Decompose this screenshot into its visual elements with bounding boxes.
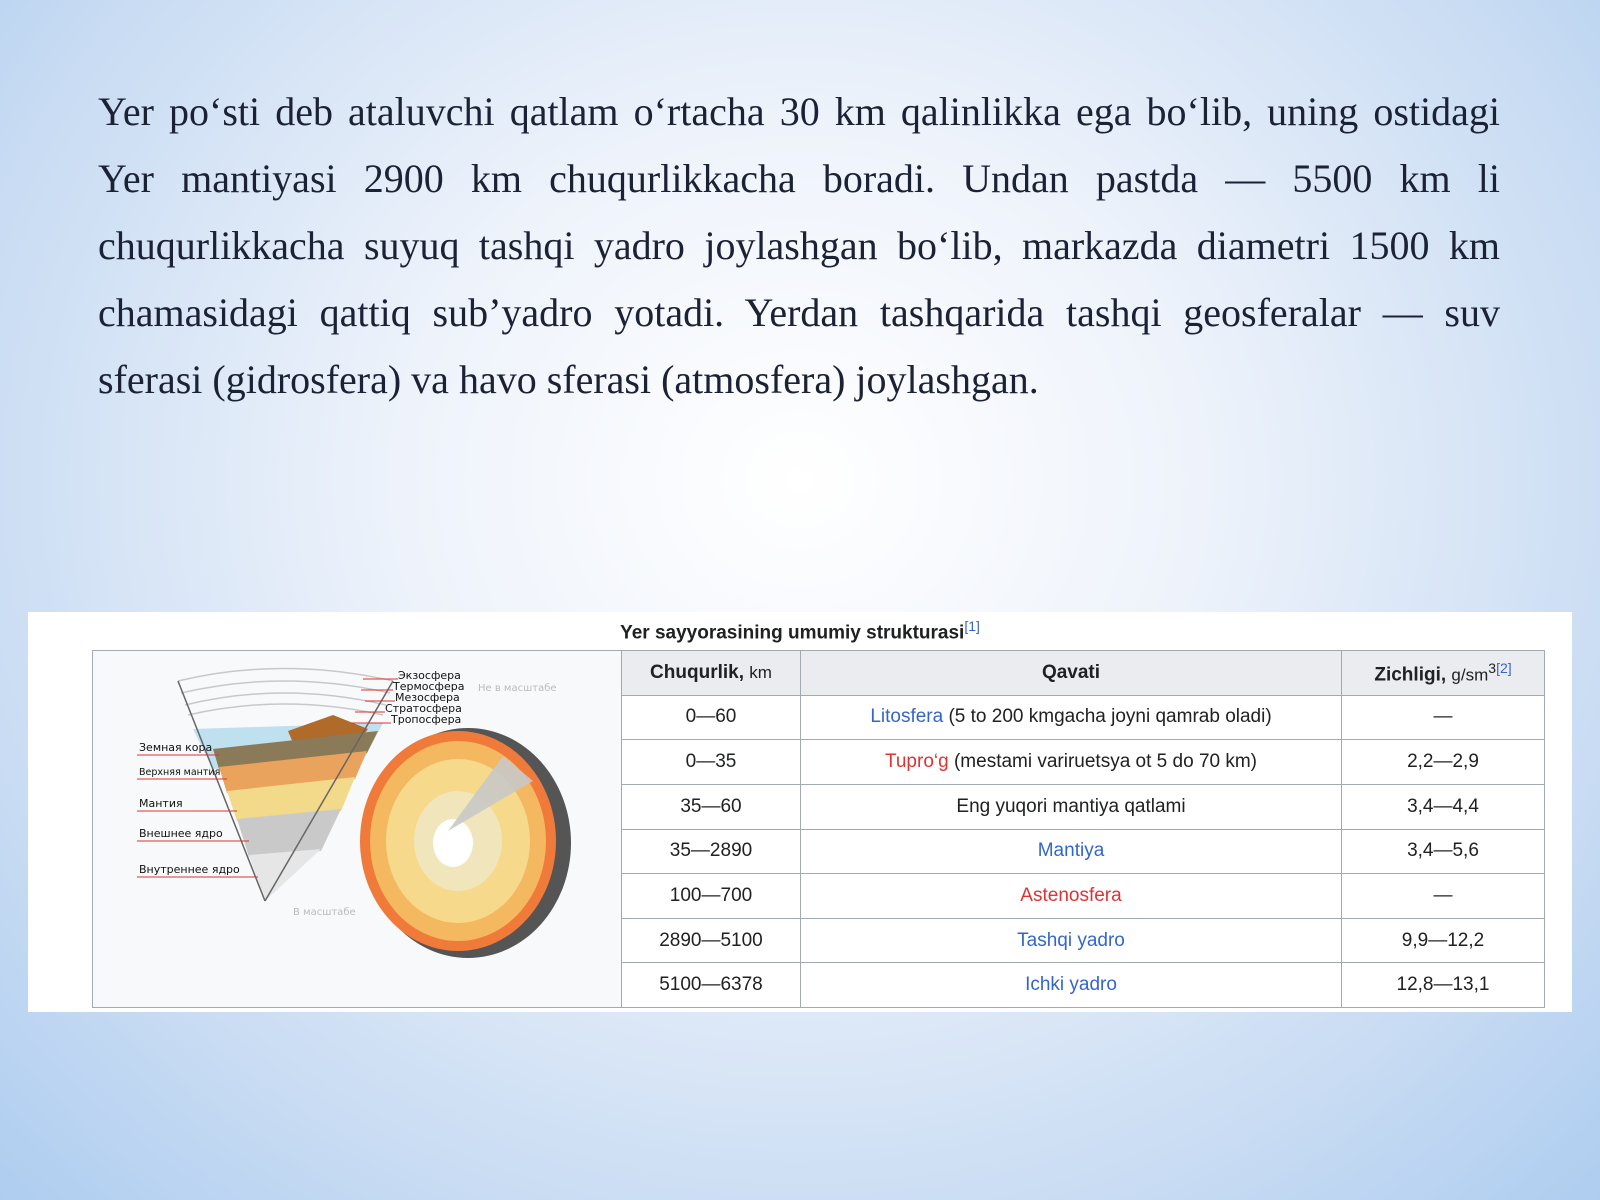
layer-cell [801,963,1342,1008]
exosphere-label: Экзосфера [398,669,461,682]
scale-note-bottom: В масштабе [293,907,356,918]
depth-cell: 0—60 [622,695,801,740]
layer-cell [801,829,1342,874]
depth-cell: 35—2890 [622,829,801,874]
layer-link[interactable]: Litosfera [870,706,944,728]
density-cell: 12,8—13,1 [1342,963,1545,1008]
mesosphere-label: Мезосфера [395,691,460,704]
earth-structure-table [92,650,1545,1008]
caption-ref-link[interactable]: [1] [964,618,980,634]
stratosphere-label: Стратосфера [385,702,462,715]
table-header-row [93,651,1545,696]
depth-cell: 5100—6378 [622,963,801,1008]
header-density: Zichligi, $g/sm^{3[2]}$ [1342,651,1545,696]
crust-label: Земная кора [139,741,213,754]
density-cell: 2,2—2,9 [1342,740,1545,785]
mantle-label: Мантия [139,797,183,810]
earth-layers-diagram [93,651,621,1001]
depth-cell: 100—700 [622,874,801,919]
layer-cell [801,874,1342,919]
upper-mantle-label: Верхняя мантия [139,767,221,778]
depth-cell: 35—60 [622,784,801,829]
layer-cell: Litosfera (5 to 200 kmgacha joyni qamrab oladi) [801,695,1342,740]
inner-core-label: Внутреннее ядро [139,863,240,876]
troposphere-label: Тропосфера [391,713,462,726]
caption-text: Yer sayyorasining umumiy strukturasi [620,622,965,644]
header-depth: Chuqurlik, km [622,651,801,696]
body-paragraph: Yer po‘sti deb ataluvchi qatlam o‘rtacha 30 km qalinlikka ega bo‘lib, uning ostidagi Yer mantiyasi 2900 km chuqurlikkacha boradi. Undan pastda — 5500 km li chuqurlikkacha suyuq tashqi yadro joylashgan bo‘lib, markazda diametri 1500 km chamasidagi qattiq sub’yadro yotadi. Yerdan tashqarida tashqi geosferalar — suv sferasi (gidrosfera) va havo sferasi (atmosfera) joylashgan. [98,89,1500,402]
table-caption [28,618,1572,644]
layer-link[interactable]: Ichki yadro [1025,974,1117,996]
depth-cell: 0—35 [622,740,801,785]
layer-cell: Eng yuqori mantiya qatlami [801,784,1342,829]
header-layer: Qavati [801,651,1342,696]
layer-cell: Tupro‘g (mestami variruetsya ot 5 do 70 km) [801,740,1342,785]
outer-core-label: Внешнее ядро [139,827,223,840]
density-cell: — [1342,695,1545,740]
density-cell: 9,9—12,2 [1342,918,1545,963]
density-cell: 3,4—5,6 [1342,829,1545,874]
layer-cell [801,918,1342,963]
layer-link[interactable]: Mantiya [1037,840,1105,862]
thermosphere-label: Термосфера [393,680,465,693]
scale-note-top: Не в масштабе [478,683,557,694]
depth-cell: 2890—5100 [622,918,801,963]
layer-link[interactable]: Tupro‘g [884,751,949,773]
layer-link[interactable]: Astenosfera [1020,884,1122,906]
structure-infobox [28,612,1572,1012]
density-cell: 3,4—4,4 [1342,784,1545,829]
earth-layers-diagram-cell [93,651,622,1008]
density-ref-link[interactable]: [2] [1496,659,1512,676]
layer-link[interactable]: Tashqi yadro [1017,929,1125,951]
density-cell: — [1342,874,1545,919]
